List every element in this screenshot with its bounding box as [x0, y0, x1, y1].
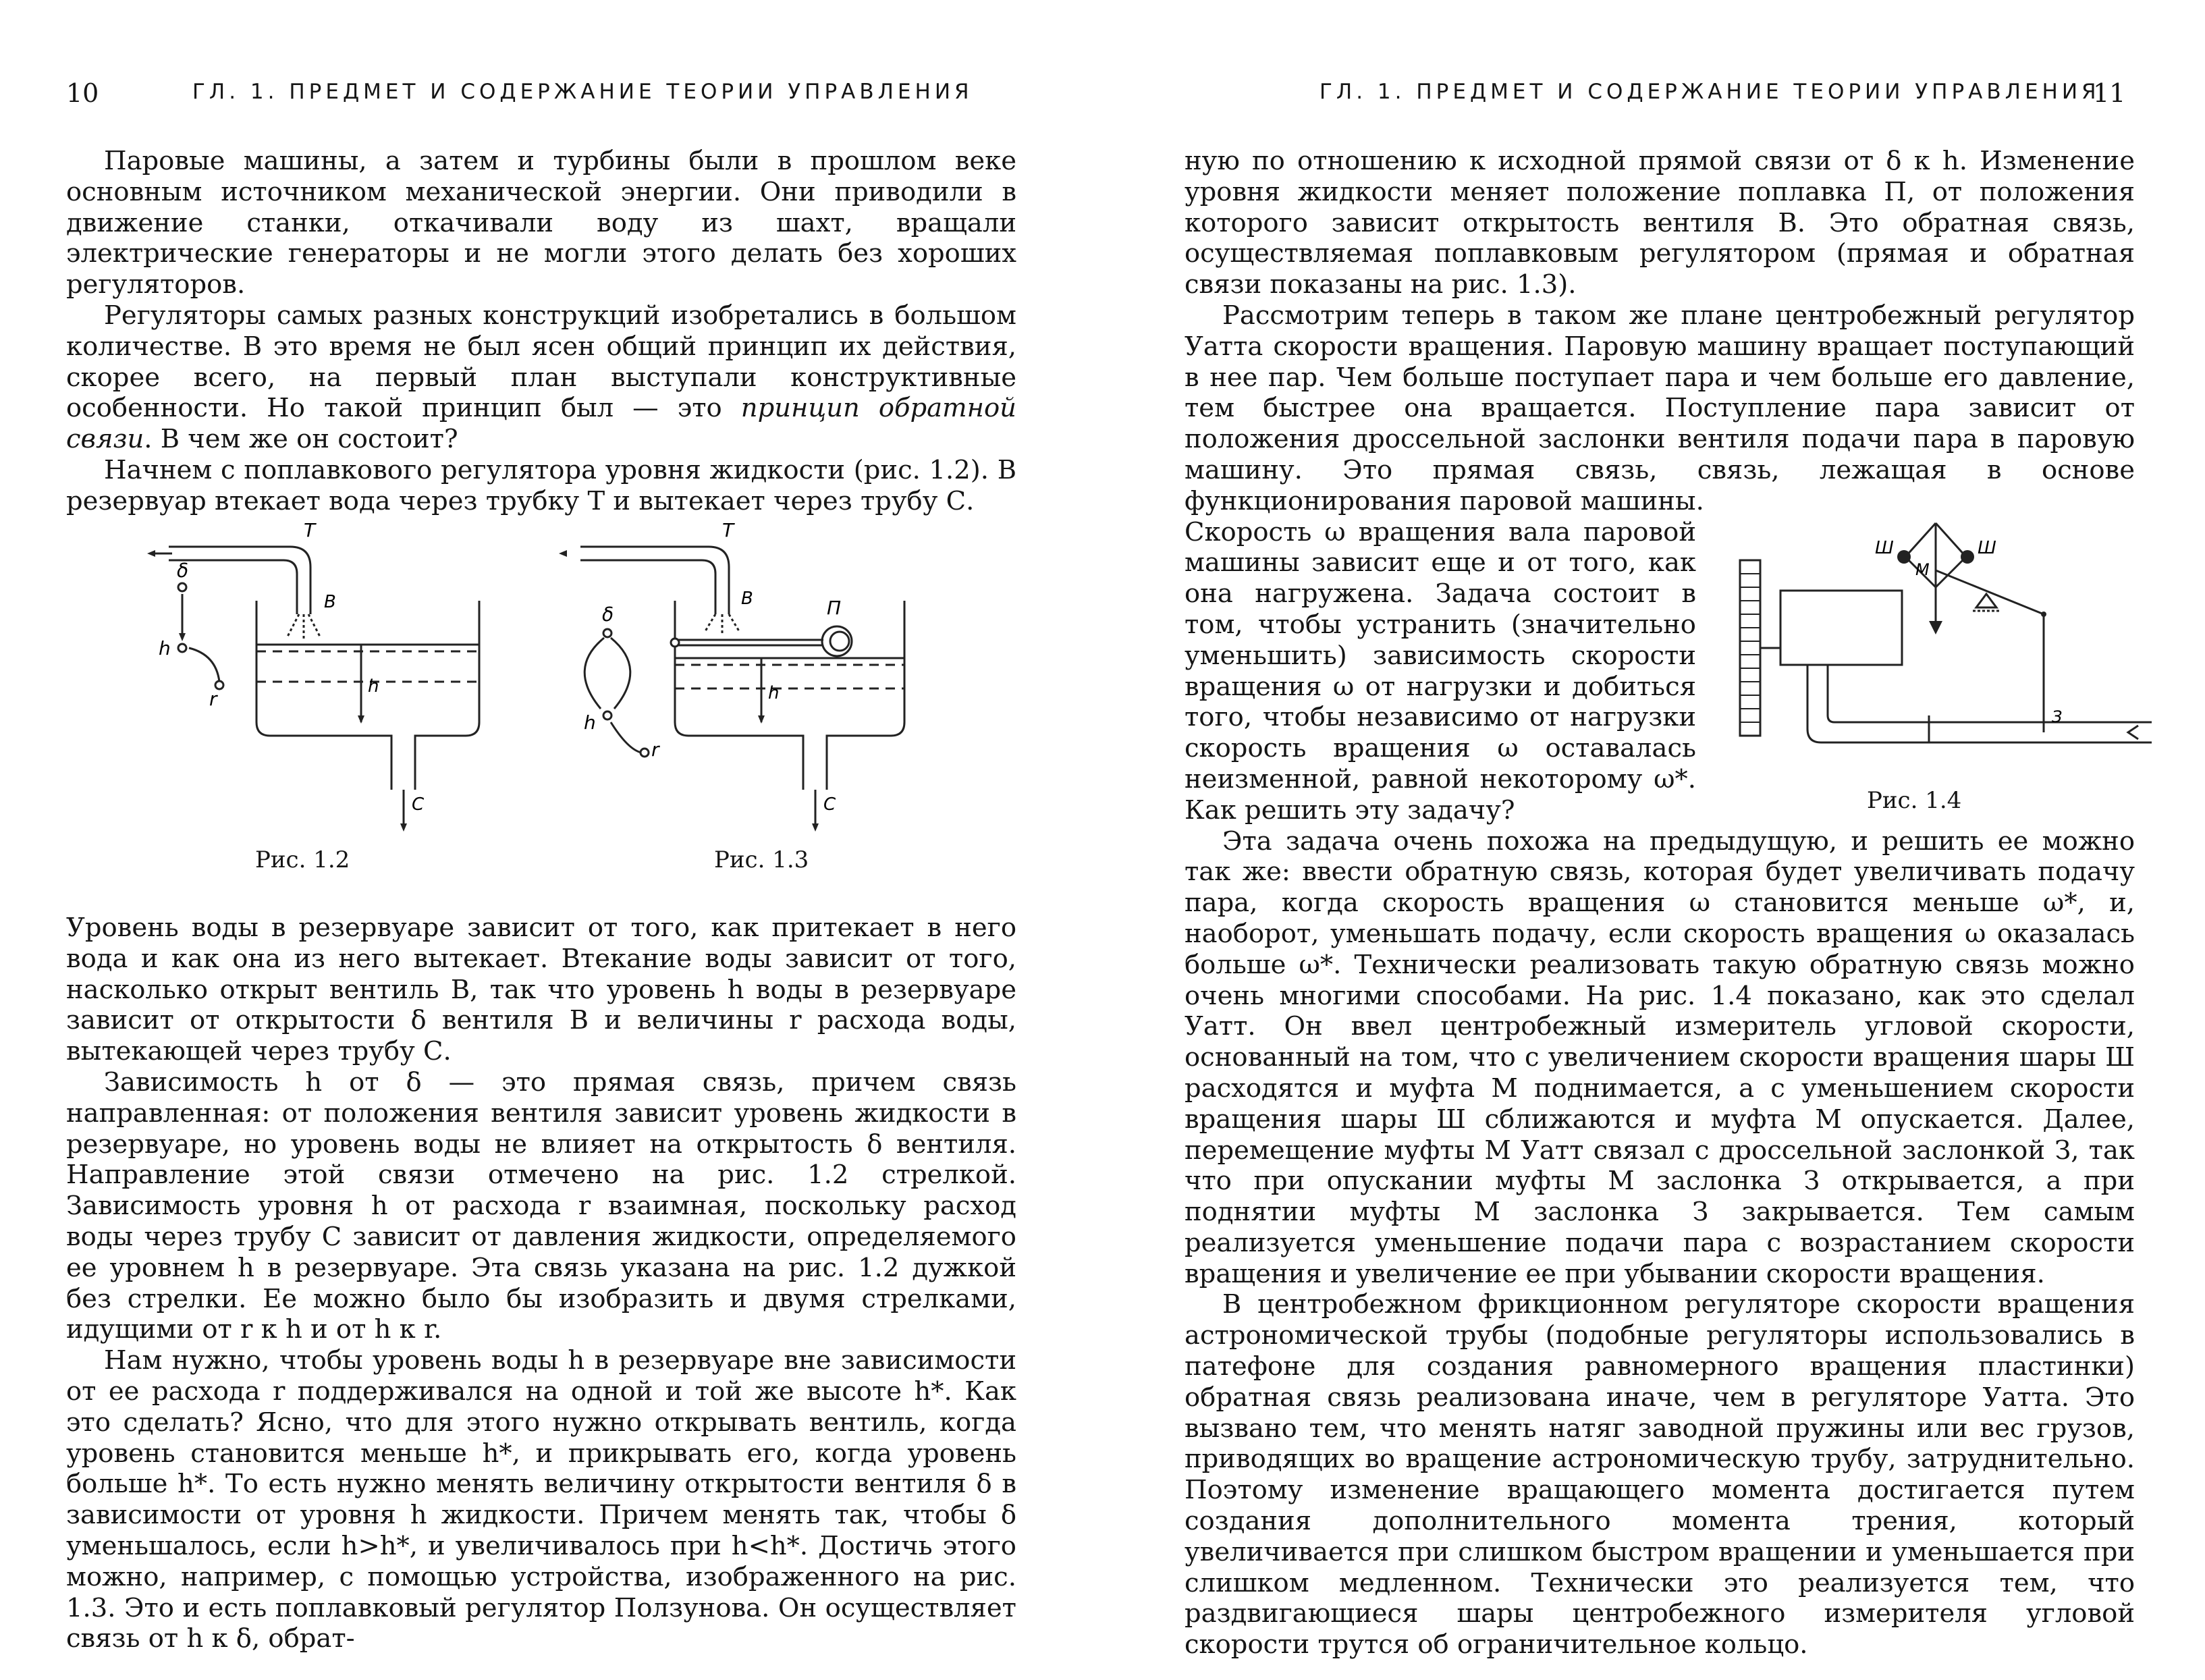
- node-h-icon: [178, 644, 186, 652]
- label-z: З: [2052, 707, 2063, 726]
- arrow-icon: [812, 823, 819, 832]
- label-h-graph: h: [159, 637, 171, 659]
- page-number-left: 10: [66, 78, 99, 108]
- paragraph: В центробежном фрикционном регуляторе скорости вращения астрономической трубы (подобные регуляторы использовались в патефоне для создания равномерного вращения пластинки) обратная связь реализована иначе, чем в регуляторе Уатта. Это вызвано тем, что менять натяг заводной пружины или вес грузов, приводящих во вращение астрономическую трубу, затруднительно. Поэтому изменение вращающего момента достигается путем создания дополнительного момента трения, который увеличивается при слишком быстром вращении и уменьшается при слишком медленном. Технически это реализуется тем, что раздвигающиеся шары центробежного измерителя угловой скорости трутся об ограничительное кольцо.: [1185, 1289, 2135, 1660]
- paragraph: Паровые машины, а затем и турбины были в прошлом веке основным источником механической энергии. Они приводили в движение станки, откачивали воду из шахт, вращали электрические генераторы и не могли этого делать без хороших регуляторов.: [66, 146, 1016, 300]
- page-number-right: 11: [2093, 78, 2126, 108]
- left-text-top: [66, 146, 1016, 517]
- paragraph: ную по отношению к исходной прямой связи от δ к h. Изменение уровня жидкости меняет положение поплавка П, от положения которого зависит открытость вентиля В. Это обратная связь, осуществляемая поплавковым регулятором (прямая и обратная связи показаны на рис. 1.3).: [1185, 146, 2135, 300]
- figure-1-4: [1733, 520, 2165, 776]
- paragraph: Регуляторы самых разных конструкций изобретались в большом количестве. В это время не был ясен общий принцип их действия, скорее всего, на первый план выступали конструктивные особенности. Но такой принцип был — это принцип обратной связи. В чем же он состоит?: [66, 300, 1016, 455]
- label-h-graph: h: [584, 711, 596, 734]
- left-text-bottom: [66, 913, 1016, 1654]
- pivot-icon: [2041, 612, 2046, 617]
- paragraph: Рассмотрим теперь в таком же плане центробежный регулятор Уатта скорости вращения. Паровую машину вращает поступающий в нее пар. Чем больше поступает пара и чем больше его давление, тем быстрее она вращается. Поступление пара зависит от положения дроссельной заслонки вентиля подачи пара в паровую машину. Это прямая связь, связь, лежащая в основе функционирования паровой машины.: [1185, 300, 2135, 516]
- arrow-icon: [400, 823, 407, 832]
- paragraph: Уровень воды в резервуаре зависит от того, как притекает в него вода и как она из него вытекает. Втекание воды зависит от того, насколько открыт вентиль В, так что уровень h воды в резервуаре зависит от открытости δ вентиля В и величины r расхода воды, вытекающей через трубу С.: [66, 913, 1016, 1067]
- label-sh-right: Ш: [1978, 538, 1996, 558]
- paragraph: Скорость ω вращения вала паровой машины зависит еще и от того, как она нагружена. Задача состоит в том, чтобы устранить (значительно уменьшить) зависимость скорости вращения ω от нагрузки и добиться того, чтобы независимо от нагрузки скорость вращения ω оставалась неизменной, равной некоторому ω*. Как решить эту задачу?: [1185, 516, 1696, 825]
- label-b: В: [324, 592, 336, 612]
- node-delta-icon: [178, 583, 186, 591]
- pivot-icon: [671, 639, 679, 647]
- arrow-icon: [147, 550, 155, 557]
- running-head-right: ГЛ. 1. ПРЕДМЕТ И СОДЕРЖАНИЕ ТЕОРИИ УПРАВЛЕНИЯ: [1319, 80, 2100, 104]
- paragraph: Начнем с поплавкового регулятора уровня жидкости (рис. 1.2). В резервуар втекает вода через трубку Т и вытекает через трубу С.: [66, 454, 1016, 516]
- arrow-icon: [559, 550, 567, 557]
- label-t: Т: [304, 520, 316, 541]
- label-b: В: [741, 589, 753, 609]
- label-c: С: [412, 794, 425, 815]
- paragraph: Зависимость h от δ — это прямая связь, причем связь направленная: от положения вентиля зависит уровень жидкости в резервуаре, но уровень воды не влияет на открытость δ вентиля. Направление этой связи отмечено на рис. 1.2 стрелкой. Зависимость уровня h от расхода r взаимная, поскольку расход воды через трубу С зависит от давления жидкости, определяемого ее уровнем h в резервуаре. Эта связь указана на рис. 1.2 дужкой без стрелки. Ее можно было бы изобразить и двумя стрелками, идущими от r к h и от h к r.: [66, 1066, 1016, 1345]
- node-r-icon: [641, 749, 649, 757]
- caption-fig-1-2: Рис. 1.2: [255, 846, 350, 873]
- left-page: [0, 0, 1102, 1680]
- label-delta: δ: [177, 560, 189, 582]
- arrow-icon: [2128, 726, 2138, 739]
- triangle-icon: [1929, 621, 1942, 634]
- right-page: [1102, 0, 2205, 1680]
- arrow-icon: [358, 715, 364, 724]
- node-h-icon: [603, 711, 611, 720]
- node-delta-icon: [603, 629, 611, 637]
- arrow-icon: [179, 633, 186, 641]
- caption-fig-1-4: Рис. 1.4: [1867, 787, 1962, 814]
- ball-icon: [1961, 550, 1974, 564]
- label-r: r: [209, 688, 217, 710]
- figure-1-3: [553, 520, 972, 857]
- label-r: r: [651, 738, 659, 761]
- paragraph: Нам нужно, чтобы уровень воды h в резервуаре вне зависимости от ее расхода r поддерживался на одной и той же высоте h*. Как это сделать? Ясно, что для этого нужно открывать вентиль, когда уровень становится меньше h*, и прикрывать его, когда уровень больше h*. То есть нужно менять величину открытости вентиля δ в зависимости от уровня h жидкости. Причем менять так, чтобы δ уменьшалось, если h>h*, и увеличивалось при h<h*. Достичь этого можно, например, с помощью устройства, изображенного на рис. 1.3. Это и есть поплавковый регулятор Ползунова. Он осуществляет связь от h к δ, обрат-: [66, 1345, 1016, 1654]
- label-m: М: [1915, 560, 1930, 579]
- label-h: h: [368, 676, 379, 697]
- label-sh-left: Ш: [1875, 538, 1894, 558]
- arrow-icon: [758, 715, 765, 724]
- label-t: Т: [722, 520, 734, 541]
- label-delta: δ: [602, 603, 614, 626]
- right-text: [1185, 146, 2135, 1660]
- label-h: h: [768, 683, 780, 703]
- label-p: П: [827, 597, 842, 619]
- figure-1-2: [142, 520, 520, 857]
- running-head-left: ГЛ. 1. ПРЕДМЕТ И СОДЕРЖАНИЕ ТЕОРИИ УПРАВЛЕНИЯ: [192, 80, 973, 104]
- label-c: С: [823, 794, 836, 815]
- ball-icon: [1897, 550, 1911, 564]
- paragraph: Эта задача очень похожа на предыдущую, и решить ее можно так же: ввести обратную связь, которая будет увеличивать подачу пара, когда скорость вращения ω становится меньше ω*, и, наоборот, уменьшать подачу, если скорость вращения ω оказалась больше ω*. Технически реализовать такую обратную связь можно очень многими способами. На рис. 1.4 показано, как это сделал Уатт. Он ввел центробежный измеритель угловой скорости, основанный на том, что с увеличением скорости вращения шары Ш расходятся и муфта М поднимается, а с уменьшением скорости вращения шары Ш сближаются и муфта М опускается. Далее, перемещение муфты М Уатт связал с дроссельной заслонкой З, так что при опускании муфты М заслонка З открывается, а при поднятии муфты М заслонка З закрывается. Тем самым реализуется уменьшение подачи пара с возрастанием скорости вращения и увеличение ее при убывании скорости вращения.: [1185, 825, 2135, 1289]
- caption-fig-1-3: Рис. 1.3: [714, 846, 809, 873]
- emphasis: принцип обратной связи: [66, 393, 1016, 455]
